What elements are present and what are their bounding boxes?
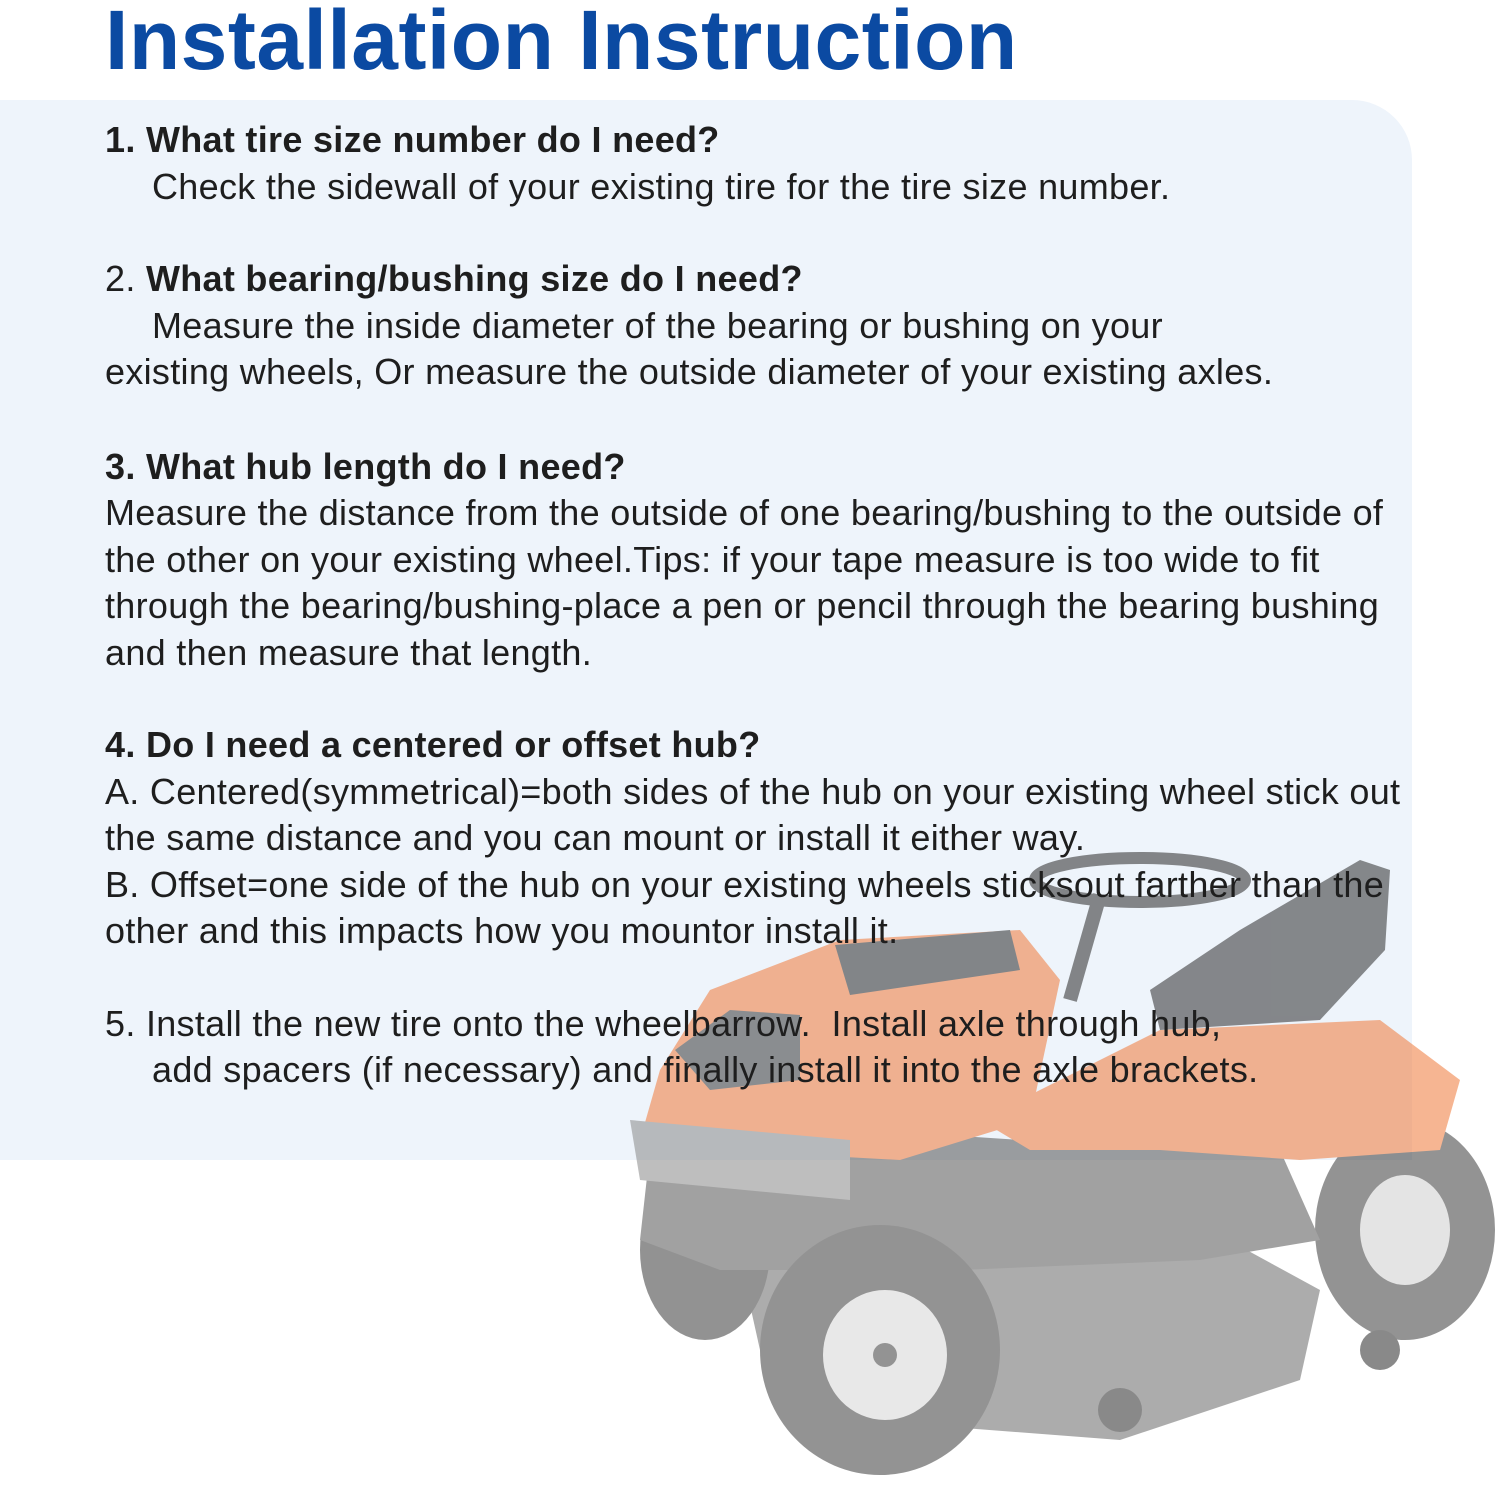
section-1-number: 1. bbox=[105, 119, 136, 160]
section-3-question bbox=[105, 444, 1415, 491]
section-1 bbox=[105, 117, 1415, 210]
section-1-question bbox=[105, 117, 1415, 164]
section-3-question-text: What hub length do I need? bbox=[145, 445, 626, 487]
section-2-question bbox=[105, 256, 1415, 303]
section-5-number: 5. bbox=[105, 1002, 136, 1044]
section-3-number: 3. bbox=[105, 445, 136, 487]
section-4-answer-a: A. Centered(symmetrical)=both sides of the hub on your existing wheel stick out the same distance and you can mount or install it either way. bbox=[105, 770, 1401, 858]
section-3 bbox=[105, 444, 1415, 677]
section-1-answer: Check the sidewall of your existing tire for the tire size number. bbox=[152, 165, 1171, 207]
instructions-content bbox=[105, 117, 1415, 1094]
section-3-answer: Measure the distance from the outside of one bearing/bushing to the outside of the other on your existing wheel.Tips: if your tape measure is too wide to fit through the bearing/bushing-place a pen or pencil through the bearing bushing and then measure that length. bbox=[105, 492, 1384, 673]
section-2-answer-rest: existing wheels, Or measure the outside diameter of your existing axles. bbox=[105, 351, 1274, 392]
section-5-line2: add spacers (if necessary) and finally install it into the axle brackets. bbox=[152, 1049, 1259, 1090]
section-4-question-text: Do I need a centered or offset hub? bbox=[145, 724, 761, 765]
page-title: Installation Instruction bbox=[105, 0, 1018, 87]
section-2-question-text: What bearing/bushing size do I need? bbox=[145, 258, 803, 299]
section-4 bbox=[105, 722, 1415, 955]
section-2 bbox=[105, 256, 1415, 396]
section-5-line1-text: Install the new tire onto the wheelbarrow. Install axle through hub, bbox=[145, 1002, 1222, 1044]
section-4-question bbox=[105, 722, 1415, 769]
section-4-answer-b: B. Offset=one side of the hub on your existing wheels sticksout farther than the other and this impacts how you mountor install it. bbox=[105, 863, 1385, 951]
section-5 bbox=[105, 1001, 1415, 1094]
section-4-number: 4. bbox=[105, 724, 136, 765]
section-2-answer-line1: Measure the inside diameter of the bearing or bushing on your bbox=[152, 304, 1163, 346]
section-5-line1 bbox=[105, 1001, 1415, 1048]
section-1-question-text: What tire size number do I need? bbox=[145, 119, 720, 160]
section-2-number: 2. bbox=[105, 258, 136, 299]
